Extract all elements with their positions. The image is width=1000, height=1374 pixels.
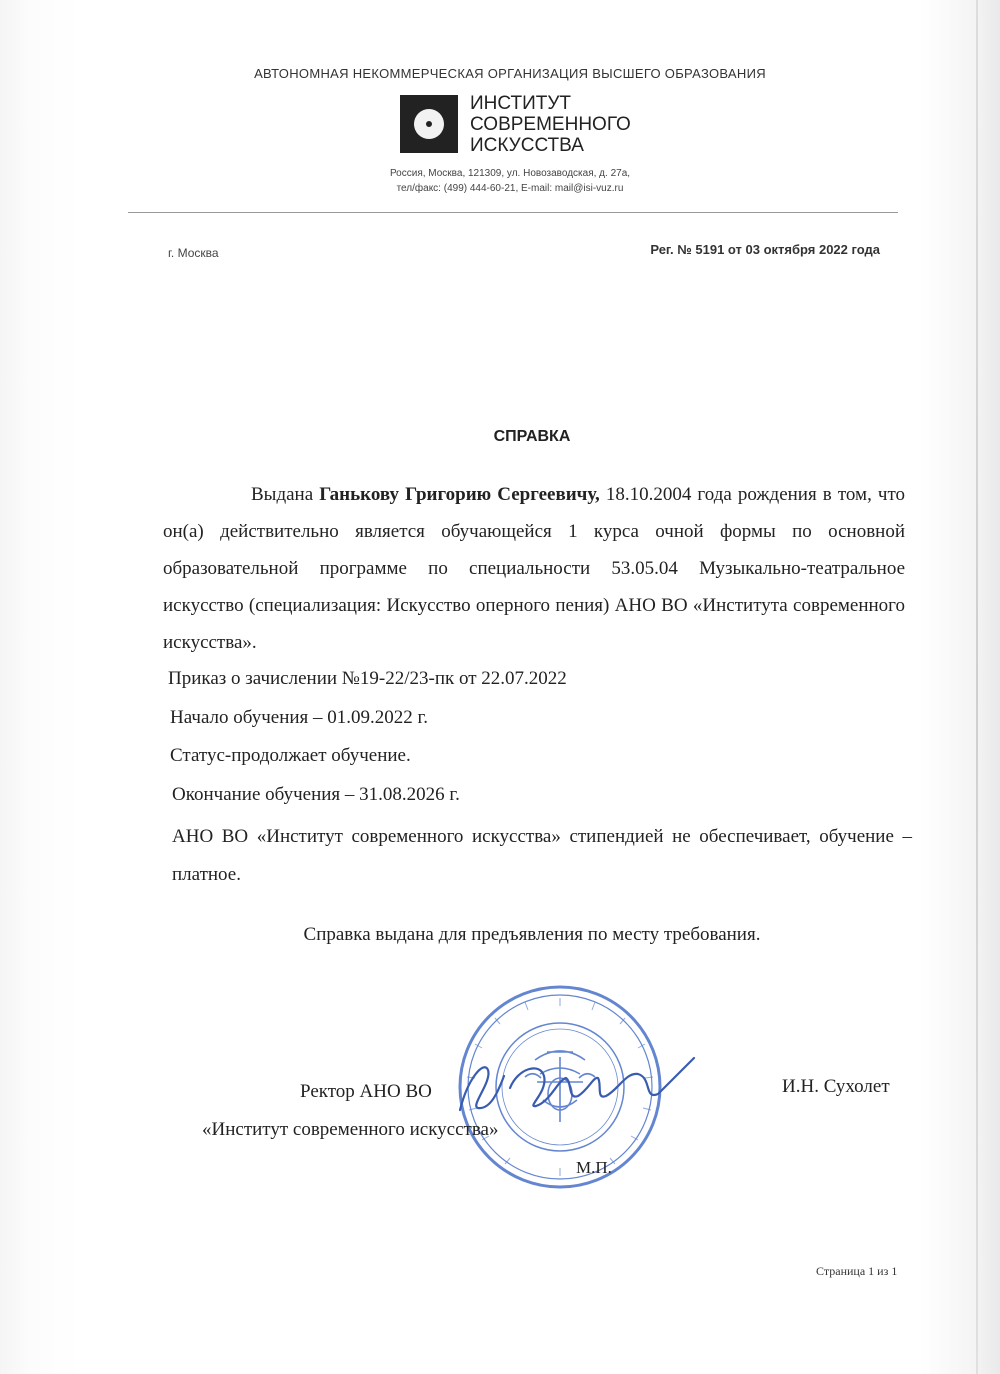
institute-name-line: СОВРЕМЕННОГО [470,114,631,135]
study-end: Окончание обучения – 31.08.2026 г. [172,784,460,805]
institute-logo-icon [400,95,458,153]
institute-name-line: ИСКУССТВА [470,135,584,156]
institute-address [300,166,720,196]
paper-edge [976,0,978,1374]
rector-signature-icon [448,1048,698,1128]
header-divider [128,212,898,213]
institute-name [470,93,631,156]
document-title: СПРАВКА [493,428,571,445]
institute-name-line: ИНСТИТУТ [470,93,572,114]
stipend-note: АНО ВО «Институт современного искусства» стипендией не обеспечивает, обучение – платное. [172,826,912,885]
registration-number: Рег. № 5191 от 03 октября 2022 года [650,242,880,257]
certificate-body [163,476,905,661]
signer-name: И.Н. Сухолет [782,1076,890,1097]
page-number: Страница 1 из 1 [816,1264,898,1278]
signer-position-line1: Ректор АНО ВО [300,1081,432,1102]
organization-type: АВТОНОМНАЯ НЕКОММЕРЧЕСКАЯ ОРГАНИЗАЦИЯ ВЫСШЕГО ОБРАЗОВАНИЯ [254,66,766,81]
issued-to-prefix: Выдана [251,484,314,505]
study-status: Статус-продолжает обучение. [170,745,411,766]
enrollment-order: Приказ о зачислении №19-22/23-пк от 22.07.2022 [168,668,567,689]
signer-position-line2: «Институт современного искусства» [202,1119,499,1140]
stamp-place-label: М.П. [576,1158,612,1177]
study-start: Начало обучения – 01.09.2022 г. [170,707,428,728]
address-line: Россия, Москва, 121309, ул. Новозаводская, д. 27а, [389,168,631,179]
certificate-body-text: 18.10.2004 года рождения в том, что он(а) действительно является обучающейся 1 курса очной формы по основной образовательной программе по специальности 53.05.04 Музыкально-театральное искусство (специализация: Искусство оперного пения) АНО ВО «Института современного искусства». [163,484,906,653]
city: г. Москва [168,246,219,260]
purpose-note: Справка выдана для предъявления по месту требования. [303,924,761,945]
contacts-line: тел/факс: (499) 444-60-21, E-mail: mail@isi-vuz.ru [396,183,624,194]
recipient-name: Ганькову Григорию Сергеевичу, [319,484,600,505]
